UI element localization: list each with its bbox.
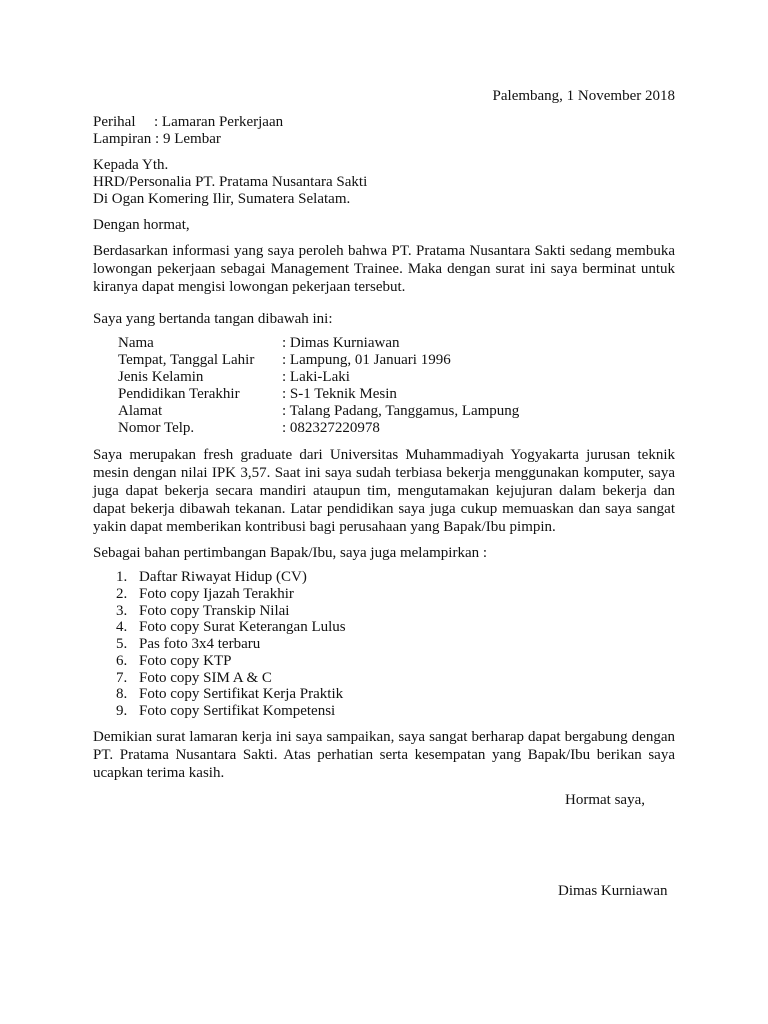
list-text: Foto copy KTP: [139, 652, 232, 669]
recipient-line-1: Kepada Yth.: [93, 157, 169, 173]
qualification-paragraph: [93, 446, 675, 536]
identity-label: Nomor Telp.: [118, 420, 195, 436]
list-number: 7.: [116, 669, 128, 686]
intro-paragraph: [93, 242, 675, 296]
list-number: 2.: [116, 585, 128, 602]
list-item: [116, 603, 346, 620]
list-text: Pas foto 3x4 terbaru: [139, 636, 261, 652]
list-text: Foto copy Sertifikat Kerja Praktik: [139, 686, 344, 703]
list-item: [116, 653, 346, 670]
closing-paragraph: [93, 728, 675, 782]
list-item: [116, 636, 346, 653]
list-item: [116, 619, 346, 636]
intro-paragraph-text: Berdasarkan informasi yang saya peroleh bahwa PT. Pratama Nusantara Sakti sedang membuka lowongan pekerjaan sebagai Management Trainee. Maka dengan surat ini saya berminat untuk kiranya dapat mengisi lowongan pekerjaan tersebut.: [93, 243, 675, 295]
identity-label: Jenis Kelamin: [118, 369, 204, 385]
list-number: 1.: [116, 569, 128, 585]
salutation: Dengan hormat,: [93, 217, 190, 233]
identity-row: [118, 369, 519, 386]
list-number: 6.: [116, 652, 128, 669]
identity-row: [118, 420, 519, 437]
list-item: [116, 569, 346, 586]
attachments-list: [116, 569, 346, 720]
identity-value: : Lampung, 01 Januari 1996: [282, 352, 451, 368]
list-text: Daftar Riwayat Hidup (CV): [139, 569, 307, 585]
lampiran-line: Lampiran : 9 Lembar: [93, 131, 221, 147]
recipient-line-3: Di Ogan Komering Ilir, Sumatera Selatam.: [93, 191, 351, 207]
list-item: [116, 670, 346, 687]
list-text: Foto copy Surat Keterangan Lulus: [139, 619, 346, 636]
list-text: Foto copy Ijazah Terakhir: [139, 585, 294, 602]
identity-row: [118, 386, 519, 403]
closing-greeting: Hormat saya,: [565, 792, 645, 808]
identity-label: Pendidikan Terakhir: [118, 386, 240, 402]
list-text: Foto copy SIM A & C: [139, 669, 272, 686]
perihal-value: : Lamaran Perkerjaan: [154, 114, 284, 130]
list-text: Foto copy Sertifikat Kompetensi: [139, 703, 336, 719]
recipient-line-2: HRD/Personalia PT. Pratama Nusantara Sakti: [93, 174, 368, 190]
list-number: 5.: [116, 636, 128, 652]
attachments-intro: Sebagai bahan pertimbangan Bapak/Ibu, saya juga melampirkan :: [93, 545, 488, 561]
identity-label: Nama: [118, 335, 154, 351]
identity-value: : S-1 Teknik Mesin: [282, 386, 397, 402]
identity-row: [118, 403, 519, 420]
list-number: 8.: [116, 686, 128, 703]
list-number: 3.: [116, 602, 128, 619]
identity-label: Tempat, Tanggal Lahir: [118, 352, 255, 368]
identity-row: [118, 335, 519, 352]
identity-value: : 082327220978: [282, 420, 380, 436]
identity-value: : Dimas Kurniawan: [282, 335, 400, 351]
signature-name: Dimas Kurniawan: [558, 883, 668, 899]
identity-label: Alamat: [118, 403, 163, 419]
place-date: Palembang, 1 November 2018: [492, 88, 675, 104]
list-item: [116, 686, 346, 703]
list-item: [116, 586, 346, 603]
identity-intro: Saya yang bertanda tangan dibawah ini:: [93, 311, 333, 327]
identity-value: : Talang Padang, Tanggamus, Lampung: [282, 403, 520, 419]
closing-paragraph-text: Demikian surat lamaran kerja ini saya sampaikan, saya sangat berharap dapat bergabung dengan PT. Pratama Nusantara Sakti. Atas perhatian serta kesempatan yang Bapak/Ibu berikan saya ucapkan terima kasih.: [93, 729, 675, 781]
qualification-paragraph-text: Saya merupakan fresh graduate dari Universitas Muhammadiyah Yogyakarta jurusan teknik mesin dengan nilai IPK 3,57. Saat ini saya sudah terbiasa bekerja menggunakan komputer, saya juga dapat bekerja secara mandiri ataupun tim, mengutamakan kejujuran dalam bekerja dan dapat bekerja dibawah tekanan. Latar pendidikan saya juga cukup memuaskan dan saya sangat yakin dapat memberikan kontribusi bagi perusahaan yang Bapak/Ibu pimpin.: [93, 447, 675, 535]
perihal-line: [93, 114, 283, 131]
list-number: 4.: [116, 619, 128, 636]
list-text: Foto copy Transkip Nilai: [139, 602, 290, 619]
identity-table: [118, 335, 519, 437]
identity-row: [118, 352, 519, 369]
list-number: 9.: [116, 703, 128, 719]
list-item: [116, 703, 346, 720]
identity-value: : Laki-Laki: [282, 369, 350, 385]
perihal-label: Perihal: [93, 114, 136, 130]
